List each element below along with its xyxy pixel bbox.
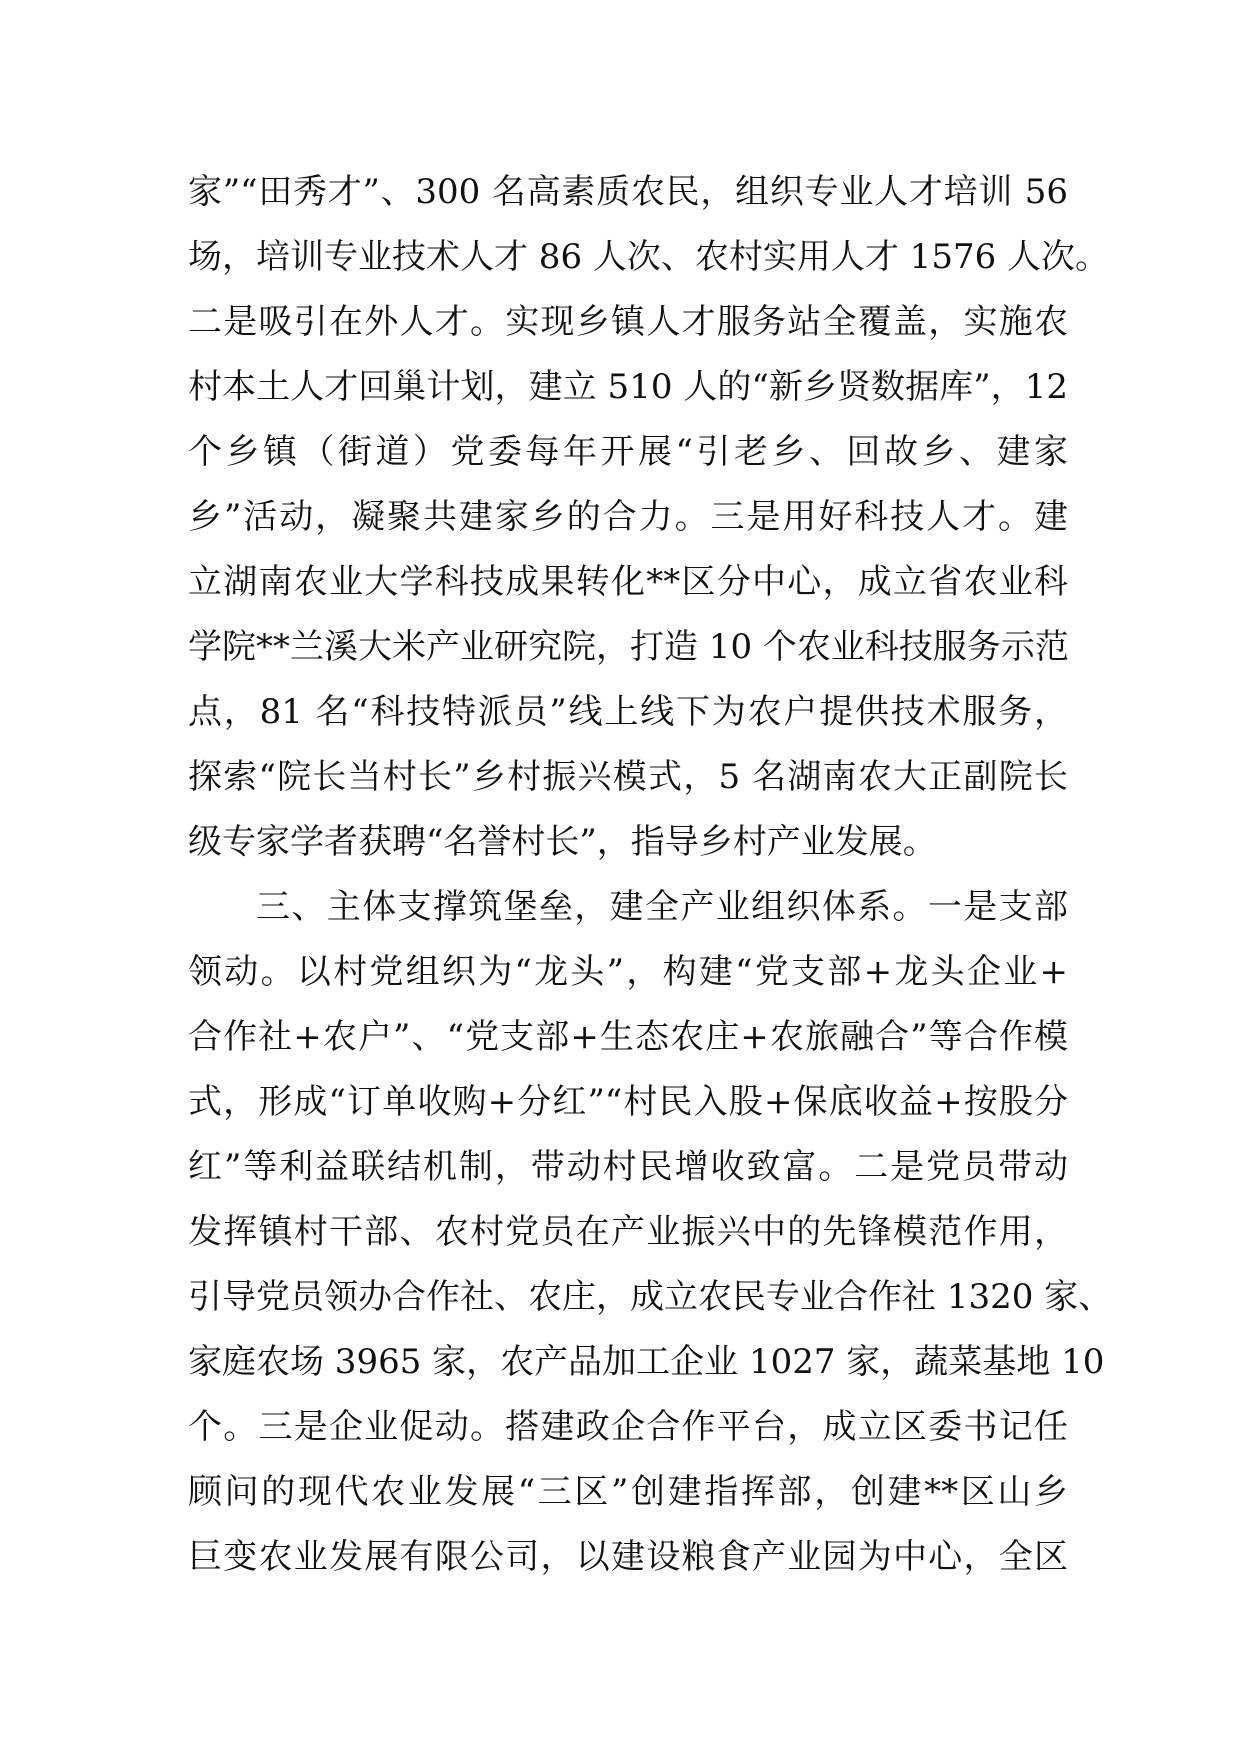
text-line: 顾问的现代农业发展“三区”创建指挥部，创建**区山乡 xyxy=(188,1472,1068,1512)
text-line: 合作社+农户”、“党支部+生态农庄+农旅融合”等合作模 xyxy=(188,1017,1068,1057)
body-text xyxy=(188,160,1113,1590)
text-line: 村本土人才回巢计划，建立 510 人的“新乡贤数据库”，12 xyxy=(188,367,1068,407)
section-heading-line: 三、主体支撑筑堡垒，建全产业组织体系。一是支部 xyxy=(256,887,1068,927)
text-line: 引导党员领办合作社、农庄，成立农民专业合作社 1320 家、 xyxy=(188,1277,1113,1317)
text-line: 领动。以村党组织为“龙头”，构建“党支部+龙头企业+ xyxy=(188,952,1068,992)
text-line: 红”等利益联结机制，带动村民增收致富。二是党员带动 xyxy=(188,1147,1068,1187)
text-line: 学院**兰溪大米产业研究院，打造 10 个农业科技服务示范 xyxy=(188,627,1069,667)
text-line: 发挥镇村干部、农村党员在产业振兴中的先锋模范作用， xyxy=(188,1212,1068,1252)
text-line: 个乡镇（街道）党委每年开展“引老乡、回故乡、建家 xyxy=(188,432,1068,472)
text-line: 家”“田秀才”、300 名高素质农民，组织专业人才培训 56 xyxy=(188,172,1068,212)
text-line: 点，81 名“科技特派员”线上线下为农户提供技术服务， xyxy=(188,692,1068,732)
paragraph-end-line: 级专家学者获聘“名誉村长”，指导乡村产业发展。 xyxy=(188,822,937,862)
text-line: 式，形成“订单收购+分红”“村民入股+保底收益+按股分 xyxy=(188,1082,1068,1122)
text-line: 场，培训专业技术人才 86 人次、农村实用人才 1576 人次。 xyxy=(188,237,1110,277)
text-line: 家庭农场 3965 家，农产品加工企业 1027 家，蔬菜基地 10 xyxy=(188,1342,1105,1382)
text-line: 探索“院长当村长”乡村振兴模式，5 名湖南农大正副院长 xyxy=(188,757,1068,797)
text-line: 巨变农业发展有限公司，以建设粮食产业园为中心，全区 xyxy=(188,1537,1068,1577)
text-line: 个。三是企业促动。搭建政企合作平台，成立区委书记任 xyxy=(188,1407,1068,1447)
text-line: 立湖南农业大学科技成果转化**区分中心，成立省农业科 xyxy=(188,562,1068,602)
text-line: 二是吸引在外人才。实现乡镇人才服务站全覆盖，实施农 xyxy=(188,302,1068,342)
text-line: 乡”活动，凝聚共建家乡的合力。三是用好科技人才。建 xyxy=(188,497,1068,537)
